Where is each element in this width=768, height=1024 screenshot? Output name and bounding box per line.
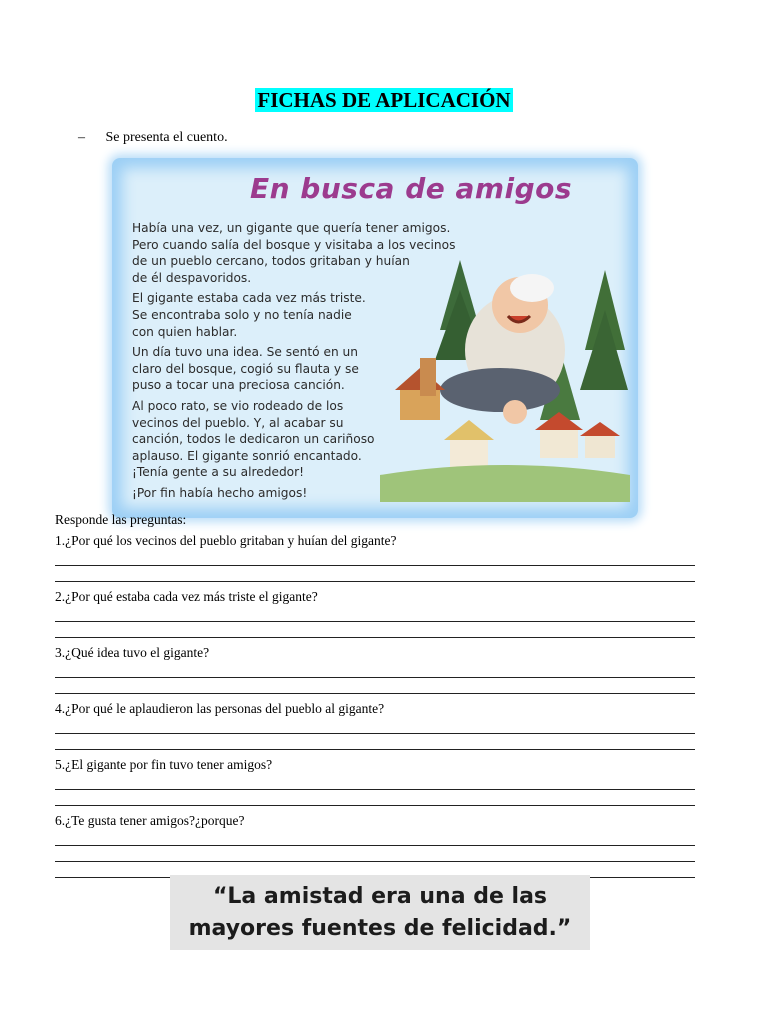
question-text: 2.¿Por qué estaba cada vez más triste el gigante?	[55, 589, 318, 604]
story-paragraph: El gigante estaba cada vez más triste. Se encontraba solo y no tenía nadie con quien hablar.	[132, 291, 366, 339]
question-text: 3.¿Qué idea tuvo el gigante?	[55, 645, 210, 660]
intro-dash: –	[78, 130, 85, 145]
question-block	[55, 588, 695, 638]
question-text: 5.¿El gigante por fin tuvo tener amigos?	[55, 757, 273, 772]
ground	[380, 465, 630, 502]
intro-text: Se presenta el cuento.	[105, 130, 228, 145]
worksheet-title: FICHAS DE APLICACIÓN	[257, 88, 511, 112]
giant-hand	[503, 400, 527, 424]
answer-line[interactable]	[55, 830, 695, 846]
tower	[420, 358, 436, 396]
house-roof	[580, 422, 620, 436]
answer-line[interactable]	[55, 774, 695, 790]
questions-section	[55, 512, 695, 878]
house	[540, 430, 578, 458]
answer-line[interactable]	[55, 678, 695, 694]
quote-line-1: “La amistad era una de las	[212, 884, 548, 909]
answer-line[interactable]	[55, 734, 695, 750]
answer-line[interactable]	[55, 662, 695, 678]
answer-line[interactable]	[55, 790, 695, 806]
answer-line[interactable]	[55, 606, 695, 622]
story-paragraph: Un día tuvo una idea. Se sentó en un claro del bosque, cogió su flauta y se puso a tocar una preciosa canción.	[132, 345, 359, 393]
answer-line[interactable]	[55, 566, 695, 582]
question-block	[55, 756, 695, 806]
giant-village-illustration	[380, 240, 630, 502]
question-text: 1.¿Por qué los vecinos del pueblo gritaban y huían del gigante?	[55, 533, 397, 548]
story-paragraph: Había una vez, un gigante que quería tener amigos. Pero cuando salía del bosque y visitaba a los vecinos de un pueblo cercano, todos gritaban y huían de él despavoridos.	[132, 221, 456, 285]
house-roof	[444, 420, 494, 440]
worksheet-title-wrap	[0, 88, 768, 113]
giant-hair	[510, 274, 554, 302]
question-text: 4.¿Por qué le aplaudieron las personas del pueblo al gigante?	[55, 701, 385, 716]
answer-line[interactable]	[55, 550, 695, 566]
story-title: En busca de amigos	[250, 172, 573, 205]
story-paragraph: Al poco rato, se vio rodeado de los vecinos del pueblo. Y, al acabar su canción, todos le dedicaron un cariñoso aplauso. El gigante sonrió encantado. ¡Tenía gente a su alrededor!	[132, 398, 375, 480]
house	[585, 436, 615, 458]
story-paragraph: ¡Por fin había hecho amigos!	[132, 485, 308, 500]
question-block	[55, 812, 695, 878]
answer-line[interactable]	[55, 718, 695, 734]
question-block	[55, 700, 695, 750]
questions-heading: Responde las preguntas:	[55, 512, 187, 527]
answer-line[interactable]	[55, 846, 695, 862]
quote-line-2: mayores fuentes de felicidad.”	[188, 916, 572, 941]
question-block	[55, 532, 695, 582]
answer-line[interactable]	[55, 622, 695, 638]
quote-banner	[170, 875, 590, 950]
intro-line	[78, 130, 228, 146]
question-block	[55, 644, 695, 694]
question-text: 6.¿Te gusta tener amigos?¿porque?	[55, 813, 245, 828]
giant-pants	[440, 368, 560, 412]
